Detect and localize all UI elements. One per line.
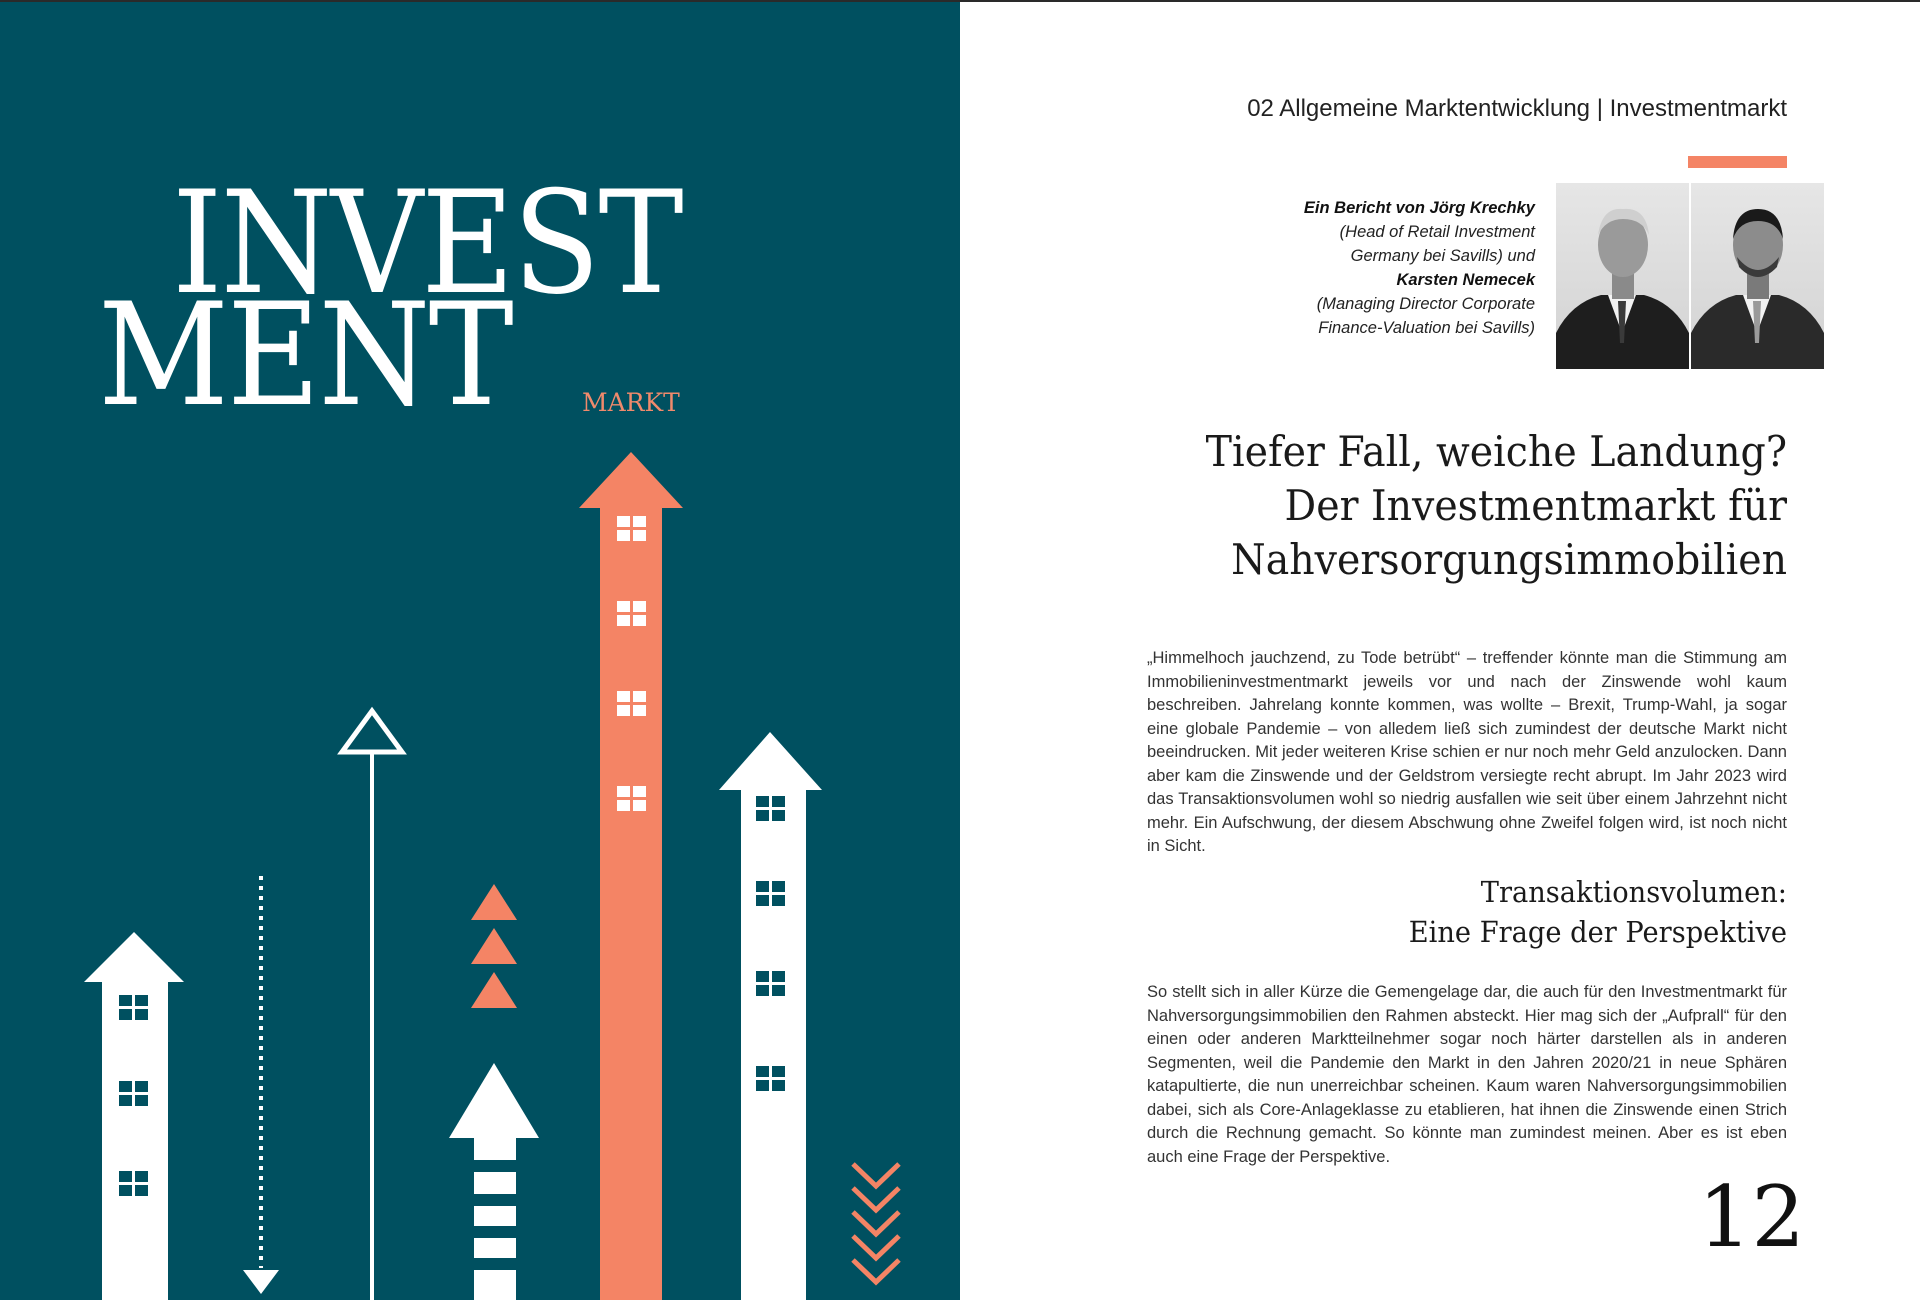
- article-subhead: [1317, 872, 1787, 952]
- cover-title-line2: MENT: [98, 273, 513, 438]
- article-headline: [1185, 425, 1787, 587]
- page-number: 12: [1698, 1168, 1805, 1266]
- byline-author2: Karsten Nemecek: [1396, 271, 1535, 289]
- byline: [1275, 196, 1535, 340]
- cover-title-line1: INVEST: [172, 161, 682, 326]
- subhead-line2: Eine Frage der Perspektive: [1408, 915, 1787, 949]
- article-paragraph: „Himmelhoch jauchzend, zu Tode betrübt“ – treffender könnte man die Stimmung am Immobilieninvestmentmarkt jeweils vor und nach der Zinswende wohl kaum beschreiben. Jahrelang konnte kommen, was wollte – Brexit, Trump-Wahl, ja sogar eine globale Pandemie – von alledem ließ sich zumindest der deutsche Markt nicht beeindrucken. Mit jeder weiteren Krise schien er nur noch mehr Geld anzulocken. Dann aber kam die Zinswende und der Geldstrom versiegte recht abrupt. Im Jahr 2023 wird das Transaktionsvolumen wohl so niedrig ausfallen wie seit über einem Jahrzehnt nicht mehr. Ein Aufschwung, der diesem Abschwung ohne Zweifel folgen wird, ist noch nicht in Sicht.: [1147, 649, 1787, 855]
- headline-line1: Tiefer Fall, weiche Landung?: [1205, 427, 1787, 476]
- house-arrow-icon: [719, 732, 822, 1300]
- cover-subtitle: MARKT: [582, 388, 680, 417]
- article-page: [960, 0, 1920, 1300]
- chevron-down-stack-icon: [853, 1164, 899, 1282]
- byline-role1: (Head of Retail Investment Germany bei Savills) und: [1339, 223, 1535, 265]
- author-photo: [1556, 183, 1689, 369]
- byline-role2: (Managing Director Corporate Finance-Valuation bei Savills): [1316, 295, 1535, 337]
- subhead-line1: Transaktionsvolumen:: [1480, 875, 1787, 909]
- hollow-arrow-icon: [342, 711, 402, 1300]
- top-border: [0, 0, 1920, 2]
- house-arrow-icon: [84, 932, 184, 1300]
- author-photo: [1691, 183, 1824, 369]
- triangle-stack-icon: [471, 884, 517, 1008]
- dotted-down-arrow-icon: [243, 876, 279, 1294]
- house-arrow-icon: [579, 452, 683, 1300]
- article-paragraph: So stellt sich in aller Kürze die Gemengelage dar, die auch für den Investmentmarkt für Nahversorgungsimmobilien den Rahmen absteckt. Hier mag sich der „Aufprall“ für den einen oder anderen Marktteilnehmer sogar noch härter darstellen als in anderen Segmenten, weil die Pandemie den Markt in den Jahren 2020/21 in neue Sphären katapultierte, die nun unerreichbar scheinen. Kaum waren Nahversorgungsimmobilien dabei, sich als Core-Anlageklasse zu etablieren, hat ihnen die Zinswende einen Strich durch die Rechnung gemacht. So könnte man zumindest meinen. Aber es ist eben auch eine Frage der Perspektive.: [1147, 983, 1787, 1166]
- headline-line3: Nahversorgungsimmobilien: [1231, 535, 1787, 584]
- section-header: 02 Allgemeine Marktentwicklung | Investmentmarkt: [1247, 95, 1787, 122]
- striped-arrow-icon: [449, 1063, 539, 1300]
- accent-bar: [1688, 156, 1787, 168]
- headline-line2: Der Investmentmarkt für: [1284, 481, 1787, 530]
- byline-author1: Ein Bericht von Jörg Krechky: [1303, 199, 1535, 217]
